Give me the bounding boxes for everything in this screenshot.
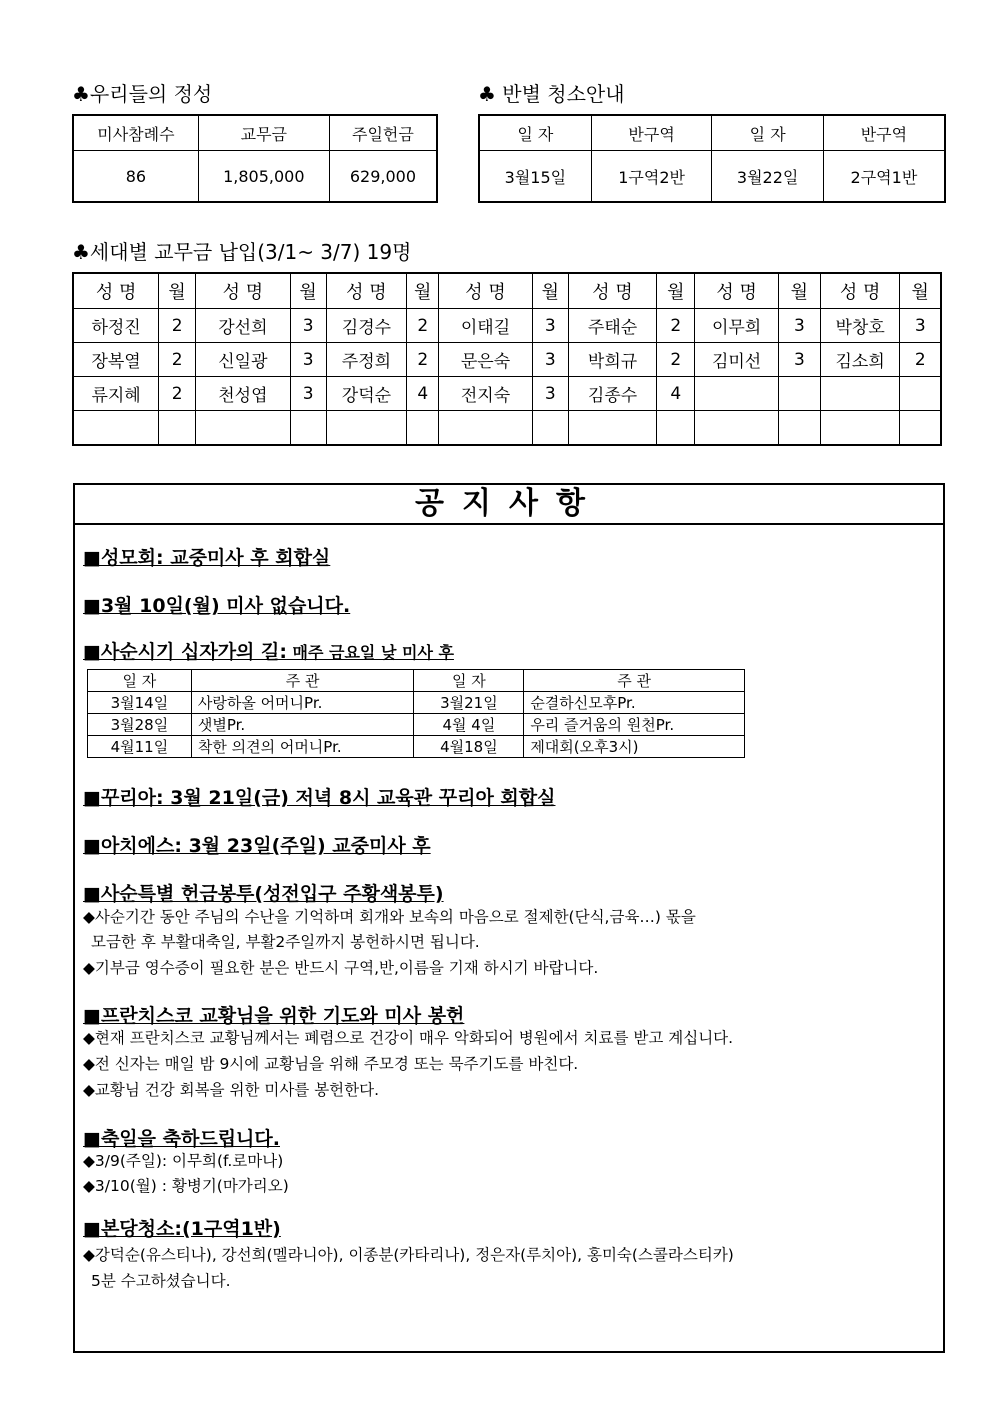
cleaning-section-title: ♣ 반별 청소안내: [478, 82, 625, 106]
dues-header-month: 월: [290, 273, 326, 309]
stations-date: 4월18일: [414, 736, 524, 758]
dues-name: [326, 411, 407, 446]
dues-month: 2: [159, 343, 196, 377]
dues-name: 천성엽: [196, 377, 291, 411]
cleaning-header-date: 일 자: [479, 115, 591, 151]
stations-date: 4월 4일: [414, 714, 524, 736]
dues-month: 2: [407, 343, 439, 377]
dues-name: 장복열: [73, 343, 159, 377]
dues-month: 2: [900, 343, 941, 377]
dues-header-month: 월: [657, 273, 695, 309]
dues-name: [439, 411, 533, 446]
lent-offering-line: ◆기부금 영수증이 필요한 분은 반드시 구역,반,이름을 기재 하시기 바랍니다.: [83, 959, 599, 977]
cleaning-header-group: 반구역: [591, 115, 712, 151]
dues-name: 하정진: [73, 309, 159, 343]
dues-month: [778, 377, 820, 411]
stations-header-date: 일 자: [88, 670, 192, 692]
dues-name: [695, 411, 779, 446]
notice-legion-of-mary: ■성모회: 교중미사 후 회합실: [83, 547, 331, 569]
cleaning-group-2: 2구역1반: [823, 151, 945, 203]
dues-month: 3: [532, 309, 568, 343]
stations-date: 3월21일: [414, 692, 524, 714]
dues-name: 이무희: [695, 309, 779, 343]
dues-month: [407, 411, 439, 446]
dues-header-name: 성 명: [326, 273, 407, 309]
stations-date: 3월14일: [88, 692, 192, 714]
dues-row: [73, 343, 941, 377]
offering-header-dues: 교무금: [198, 115, 329, 151]
dues-name: 문은숙: [439, 343, 533, 377]
dues-month: [778, 411, 820, 446]
stations-heading: ■사순시기 십자가의 길:: [83, 641, 287, 663]
dues-row: [73, 377, 941, 411]
feast-day-line: ◆3/10(월) : 황병기(마가리오): [83, 1177, 289, 1195]
dues-name: 전지숙: [439, 377, 533, 411]
offering-value-row: [73, 151, 437, 203]
dues-row: [73, 309, 941, 343]
dues-month: 2: [407, 309, 439, 343]
stations-row: [88, 736, 745, 758]
cleaning-value-row: [479, 151, 945, 203]
dues-month: [290, 411, 326, 446]
stations-date: 4월11일: [88, 736, 192, 758]
stations-host: 착한 의견의 어머니Pr.: [191, 736, 414, 758]
stations-host: 순결하신모후Pr.: [524, 692, 745, 714]
dues-month: 4: [407, 377, 439, 411]
notice-acies: ■아치에스: 3월 23일(주일) 교중미사 후: [83, 835, 431, 857]
stations-host: 사랑하올 어머니Pr.: [191, 692, 414, 714]
dues-month: 3: [290, 377, 326, 411]
stations-header-host: 주 관: [191, 670, 414, 692]
stations-row: [88, 692, 745, 714]
notice-curia: ■꾸리아: 3월 21일(금) 저녁 8시 교육관 꾸리아 회합실: [83, 787, 556, 809]
dues-name: 강선희: [196, 309, 291, 343]
dues-name: 김미선: [695, 343, 779, 377]
dues-month: 3: [900, 309, 941, 343]
dues-header-row: [73, 273, 941, 309]
dues-name: 김경수: [326, 309, 407, 343]
stations-host: 샛별Pr.: [191, 714, 414, 736]
dues-name: 박희규: [568, 343, 657, 377]
dues-name: 신일광: [196, 343, 291, 377]
cleaning-group-1: 1구역2반: [591, 151, 712, 203]
dues-month: 3: [532, 343, 568, 377]
dues-month: 3: [778, 309, 820, 343]
dues-header-name: 성 명: [439, 273, 533, 309]
stations-subheading: 매주 금요일 낮 미사 후: [286, 643, 454, 662]
pope-prayer-line: ◆현재 프란치스코 교황님께서는 폐렴으로 건강이 매우 악화되어 병원에서 치료를 받고 계십니다.: [83, 1029, 734, 1047]
stations-header-row: [88, 670, 745, 692]
cleaning-date-2: 3월22일: [712, 151, 823, 203]
dues-name: 김소희: [820, 343, 900, 377]
dues-month: [900, 411, 941, 446]
offering-header-row: [73, 115, 437, 151]
cleaning-header-date: 일 자: [712, 115, 823, 151]
pope-prayer-line: ◆교황님 건강 회복을 위한 미사를 봉헌한다.: [83, 1081, 380, 1099]
dues-header-month: 월: [778, 273, 820, 309]
dues-name: 류지혜: [73, 377, 159, 411]
dues-name: [196, 411, 291, 446]
dues-month: 3: [290, 343, 326, 377]
feast-day-line: ◆3/9(주일): 이무희(f.로마나): [83, 1152, 284, 1170]
offering-header-attendance: 미사참례수: [73, 115, 198, 151]
notice-title: 공지사항: [75, 485, 943, 525]
dues-name: [695, 377, 779, 411]
church-cleaning-line: 5분 수고하셨습니다.: [91, 1272, 231, 1290]
dues-name: [73, 411, 159, 446]
dues-name: 강덕순: [326, 377, 407, 411]
lent-offering-line: 모금한 후 부활대축일, 부활2주일까지 봉헌하시면 됩니다.: [91, 933, 480, 951]
offering-sunday-value: 629,000: [329, 151, 437, 203]
dues-header-month: 월: [900, 273, 941, 309]
notice-feast-day: ■축일을 축하드립니다.: [83, 1128, 280, 1150]
notice-no-mass: ■3월 10일(월) 미사 없습니다.: [83, 595, 351, 617]
stations-header-date: 일 자: [414, 670, 524, 692]
dues-month: 3: [532, 377, 568, 411]
offering-table: [72, 114, 438, 203]
dues-header-name: 성 명: [73, 273, 159, 309]
dues-month: 3: [778, 343, 820, 377]
dues-header-month: 월: [407, 273, 439, 309]
notice-lent-offering: ■사순특별 헌금봉투(성전입구 주황색봉투): [83, 883, 444, 905]
notice-church-cleaning: ■본당청소:(1구역1반): [83, 1218, 281, 1240]
dues-header-name: 성 명: [568, 273, 657, 309]
dues-month: [657, 411, 695, 446]
offering-attendance-value: 86: [73, 151, 198, 203]
dues-month: 3: [290, 309, 326, 343]
dues-name: 박창호: [820, 309, 900, 343]
dues-month: 2: [657, 343, 695, 377]
dues-name: 김종수: [568, 377, 657, 411]
dues-month: [159, 411, 196, 446]
dues-table: [72, 272, 942, 446]
cleaning-table: [478, 114, 946, 203]
offering-section-title: ♣우리들의 정성: [72, 82, 213, 106]
dues-header-name: 성 명: [695, 273, 779, 309]
cleaning-header-group: 반구역: [823, 115, 945, 151]
dues-month: 2: [159, 377, 196, 411]
dues-month: 4: [657, 377, 695, 411]
stations-host: 제대회(오후3시): [524, 736, 745, 758]
dues-month: 2: [657, 309, 695, 343]
offering-dues-value: 1,805,000: [198, 151, 329, 203]
offering-header-sunday: 주일헌금: [329, 115, 437, 151]
stations-header-host: 주 관: [524, 670, 745, 692]
notice-stations-of-cross: [83, 637, 454, 664]
cleaning-date-1: 3월15일: [479, 151, 591, 203]
dues-row: [73, 411, 941, 446]
dues-name: 이태길: [439, 309, 533, 343]
dues-section-title: ♣세대별 교무금 납입(3/1~ 3/7) 19명: [72, 240, 412, 264]
notice-box: [73, 483, 945, 1353]
dues-month: [532, 411, 568, 446]
dues-name: [820, 377, 900, 411]
dues-header-name: 성 명: [196, 273, 291, 309]
stations-host: 우리 즐거움의 원천Pr.: [524, 714, 745, 736]
church-cleaning-line: ◆강덕순(유스티나), 강선희(멜라니아), 이종분(카타리나), 정은자(루치아), 홍미숙(스콜라스티카): [83, 1246, 734, 1264]
dues-name: [568, 411, 657, 446]
dues-month: [900, 377, 941, 411]
dues-header-month: 월: [159, 273, 196, 309]
lent-offering-line: ◆사순기간 동안 주님의 수난을 기억하며 회개와 보속의 마음으로 절제한(단식,금육…) 몫을: [83, 908, 696, 926]
dues-header-name: 성 명: [820, 273, 900, 309]
dues-name: 주태순: [568, 309, 657, 343]
notice-pope-prayer: ■프란치스코 교황님을 위한 기도와 미사 봉헌: [83, 1005, 465, 1027]
cleaning-header-row: [479, 115, 945, 151]
stations-date: 3월28일: [88, 714, 192, 736]
dues-name: [820, 411, 900, 446]
dues-name: 주정희: [326, 343, 407, 377]
dues-header-month: 월: [532, 273, 568, 309]
pope-prayer-line: ◆전 신자는 매일 밤 9시에 교황님을 위해 주모경 또는 묵주기도를 바친다.: [83, 1055, 579, 1073]
stations-table: [87, 669, 745, 758]
stations-row: [88, 714, 745, 736]
dues-month: 2: [159, 309, 196, 343]
